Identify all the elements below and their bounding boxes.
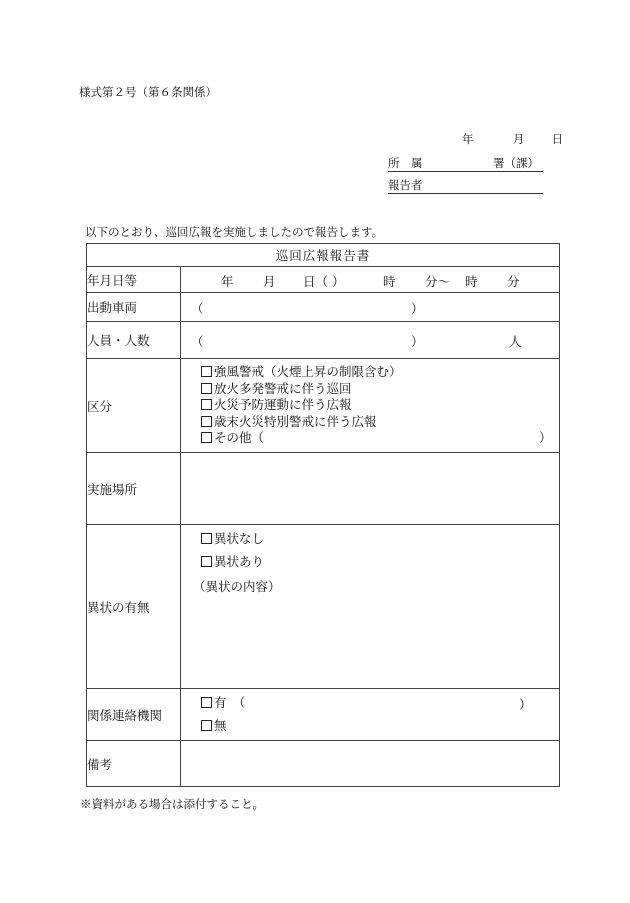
footnote: ※資料がある場合は添付すること。 — [80, 797, 264, 811]
row-category — [87, 359, 560, 453]
row-remarks-label: 備考 — [87, 741, 181, 787]
checkbox-icon[interactable] — [201, 366, 212, 377]
row-anomaly-label: 異状の有無 — [87, 525, 181, 689]
row-vehicle — [87, 293, 560, 322]
table-title: 巡回広報報告書 — [87, 244, 560, 267]
row-anomaly — [87, 525, 560, 689]
category-option-arson-patrol[interactable]: 放火多発警戒に伴う巡回 — [201, 381, 559, 398]
anomaly-option-none[interactable]: 異状なし — [201, 531, 264, 548]
reporter-label: 報告者 — [388, 178, 423, 192]
anomaly-field[interactable] — [181, 525, 560, 689]
personnel-field[interactable] — [181, 322, 560, 359]
contact-close-paren: ） — [519, 697, 532, 712]
anomaly-option-present[interactable]: 異状あり — [201, 554, 264, 571]
anomaly-detail-label: （異状の内容） — [193, 579, 281, 594]
category-option-other[interactable]: その他（ ） — [201, 430, 559, 447]
date-year-unit: 年 — [221, 274, 234, 289]
category-option-year-end[interactable]: 歳末火災特別警戒に伴う広報 — [201, 414, 559, 431]
date-day: 日 — [551, 132, 564, 146]
personnel-unit: 人 — [509, 334, 522, 349]
report-table — [86, 243, 560, 787]
personnel-open-paren: （ — [191, 334, 204, 349]
row-location-label: 実施場所 — [87, 453, 181, 525]
contact-option-no[interactable]: 無 — [201, 718, 227, 735]
checkbox-icon[interactable] — [201, 399, 212, 410]
row-location — [87, 453, 560, 525]
row-date — [87, 267, 560, 293]
date-month: 月 — [512, 132, 525, 146]
affiliation-label: 所 属 — [388, 156, 423, 170]
checkbox-icon[interactable] — [201, 720, 212, 731]
intro-text: 以下のとおり、巡回広報を実施しましたので報告します。 — [85, 225, 384, 239]
checkbox-icon[interactable] — [201, 432, 212, 443]
checkbox-icon[interactable] — [201, 383, 212, 394]
vehicle-field[interactable] — [181, 293, 560, 322]
category-option-fire-prevention[interactable]: 火災予防運動に伴う広報 — [201, 397, 559, 414]
row-personnel-label: 人員・人数 — [87, 322, 181, 359]
location-field[interactable] — [181, 453, 560, 525]
personnel-close-paren: ） — [411, 334, 424, 349]
row-category-label: 区分 — [87, 359, 181, 453]
row-personnel — [87, 322, 560, 359]
category-option-strong-wind[interactable]: 強風警戒（火煙上昇の制限含む） — [201, 364, 559, 381]
checkbox-icon[interactable] — [201, 533, 212, 544]
report-date-line — [462, 131, 563, 147]
checkbox-icon[interactable] — [201, 697, 212, 708]
row-date-field[interactable] — [181, 267, 560, 293]
checkbox-icon[interactable] — [201, 416, 212, 427]
row-contact — [87, 689, 560, 741]
row-vehicle-label: 出動車両 — [87, 293, 181, 322]
contact-field[interactable] — [181, 689, 560, 741]
row-contact-label: 関係連絡機関 — [87, 689, 181, 741]
end-hour-unit: 時 — [465, 274, 478, 289]
contact-option-yes[interactable]: 有 （ — [201, 695, 245, 712]
date-year: 年 — [462, 132, 474, 146]
affiliation-field[interactable] — [388, 155, 543, 172]
remarks-field[interactable] — [181, 741, 560, 787]
reporter-field[interactable] — [388, 177, 543, 194]
form-number: 様式第２号（第６条関係） — [79, 85, 217, 99]
row-remarks — [87, 741, 560, 787]
affiliation-suffix: 署（課） — [493, 156, 539, 170]
end-minute-unit: 分 — [507, 274, 520, 289]
start-hour-unit: 時 — [383, 274, 396, 289]
date-month-unit: 月 — [263, 274, 276, 289]
start-minute-unit: 分～ — [425, 274, 451, 289]
vehicle-close-paren: ） — [411, 301, 424, 316]
date-day-unit: 日（ ） — [303, 274, 345, 289]
other-close-paren: ） — [539, 430, 552, 446]
row-date-label: 年月日等 — [87, 267, 181, 293]
vehicle-open-paren: （ — [191, 301, 204, 316]
checkbox-icon[interactable] — [201, 556, 212, 567]
